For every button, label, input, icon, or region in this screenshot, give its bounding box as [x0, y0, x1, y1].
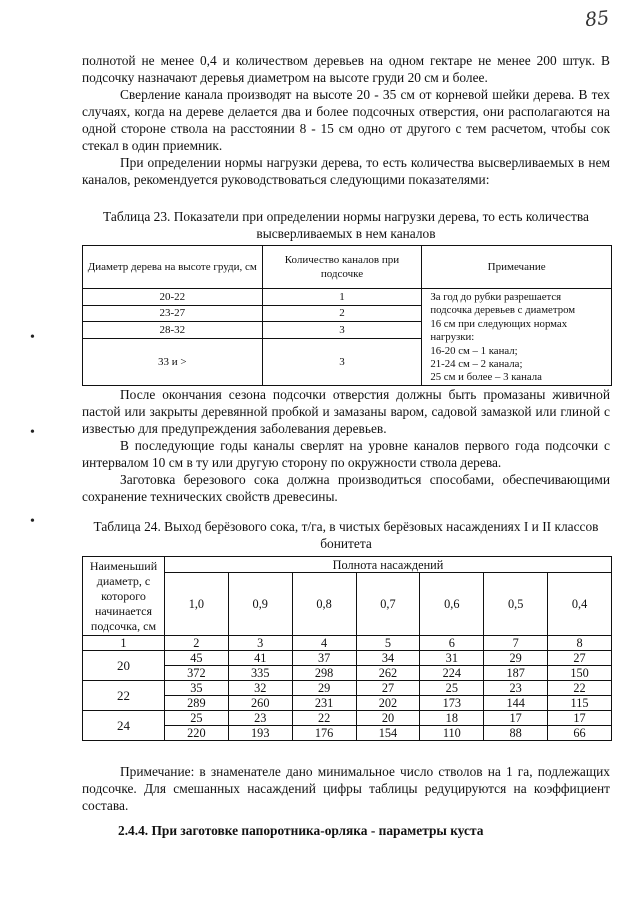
paragraph: При определении нормы нагрузки дерева, то есть количества высверливаемых в нем каналов, рекомендуется руководствоваться следующими показателями: — [82, 155, 610, 187]
table-cell: 29 — [292, 681, 356, 696]
table-cell: 23-27 — [83, 305, 263, 322]
table-header-row — [83, 246, 612, 289]
table23 — [82, 245, 612, 386]
table-cell: 260 — [228, 696, 292, 711]
table-header: Примечание — [422, 246, 612, 289]
density-header: 1,0 — [164, 573, 228, 636]
table-cell: 110 — [420, 726, 484, 741]
paragraph: Сверление канала производят на высоте 20 - 35 см от корневой шейки дерева. В тех случаях, когда на дереве делается два и более подсочных отверстия, они располагаются на одной стороне ствола на расстоянии 8 - 15 см одно от другого с тем расчетом, чтобы сок стекал в один приемник. — [82, 87, 610, 153]
table-cell: 20 — [356, 711, 420, 726]
column-number: 6 — [420, 636, 484, 651]
table-cell: 150 — [548, 666, 612, 681]
table-cell: 88 — [484, 726, 548, 741]
table-cell: 18 — [420, 711, 484, 726]
paragraph: полнотой не менее 0,4 и количеством деревьев на одном гектаре не менее 200 штук. В подсочку назначают деревья диаметром на высоте груди 20 см и более. — [82, 53, 610, 85]
section-heading: 2.4.4. При заготовке папоротника-орляка - параметры куста — [118, 823, 484, 838]
density-header: 0,8 — [292, 573, 356, 636]
column-number: 7 — [484, 636, 548, 651]
diameter-cell: 20 — [83, 651, 165, 681]
table24-note — [82, 763, 610, 814]
column-number: 1 — [83, 636, 165, 651]
note-line: За год до рубки разрешается — [430, 291, 562, 303]
table-cell: 3 — [262, 338, 422, 385]
table-cell: 27 — [548, 651, 612, 666]
table-cell: 187 — [484, 666, 548, 681]
table-cell: 34 — [356, 651, 420, 666]
column-number: 8 — [548, 636, 612, 651]
table-cell: 66 — [548, 726, 612, 741]
table-cell: 20-22 — [83, 289, 263, 306]
density-header: 0,6 — [420, 573, 484, 636]
table-cell: 193 — [228, 726, 292, 741]
table-row — [83, 711, 612, 726]
note-line: 16 см при следующих нормах — [430, 317, 568, 330]
table-cell: 35 — [164, 681, 228, 696]
table-cell: 220 — [164, 726, 228, 741]
column-number: 3 — [228, 636, 292, 651]
table-cell: 289 — [164, 696, 228, 711]
note-line: подсочка деревьев с диаметром — [430, 304, 576, 317]
table-cell: 154 — [356, 726, 420, 741]
density-header: 0,7 — [356, 573, 420, 636]
table-cell: 2 — [262, 305, 422, 322]
table-header-group: Полнота насаждений — [164, 557, 611, 573]
table-cell: 37 — [292, 651, 356, 666]
margin-mark: • — [30, 330, 35, 345]
diameter-cell: 22 — [83, 681, 165, 711]
table-cell: 33 и > — [83, 338, 263, 385]
note-line: 21-24 см – 2 канала; — [430, 358, 523, 371]
table-cell: 3 — [262, 322, 422, 339]
note-line: 16-20 см – 1 канал; — [430, 344, 518, 357]
table-cell: 23 — [228, 711, 292, 726]
table-cell: 29 — [484, 651, 548, 666]
table-header: Наименьший диаметр, с которого начинается подсочка, см — [83, 557, 165, 636]
table-cell: 224 — [420, 666, 484, 681]
table-cell: 25 — [164, 711, 228, 726]
table-cell: 31 — [420, 651, 484, 666]
middle-text — [82, 386, 610, 505]
table-header: Количество каналов при подсочке — [262, 246, 422, 289]
table-cell: 17 — [484, 711, 548, 726]
table-cell: 144 — [484, 696, 548, 711]
margin-mark: • — [30, 514, 35, 529]
column-number: 2 — [164, 636, 228, 651]
table-cell: 17 — [548, 711, 612, 726]
table-cell: 45 — [164, 651, 228, 666]
table-cell: 173 — [420, 696, 484, 711]
column-number-row — [83, 636, 612, 651]
density-header: 0,5 — [484, 573, 548, 636]
table-cell: 27 — [356, 681, 420, 696]
table-cell: 176 — [292, 726, 356, 741]
page-number: 85 — [583, 6, 611, 32]
note-line: 25 см и более – 3 канала — [430, 371, 542, 384]
table-cell: 32 — [228, 681, 292, 696]
table-cell: 1 — [262, 289, 422, 306]
paragraph: После окончания сезона подсочки отверстия должны быть промазаны живичной пастой или закрыты деревянной пробкой и замазаны варом, садовой замазкой или глиной с известью для предупреждения заболевания деревьев. — [82, 387, 610, 436]
intro-text — [82, 52, 610, 188]
table24 — [82, 556, 612, 741]
table-cell: 372 — [164, 666, 228, 681]
table-header: Диаметр дерева на высоте груди, см — [83, 246, 263, 289]
table-cell: 25 — [420, 681, 484, 696]
paragraph: В последующие годы каналы сверлят на уровне каналов первого года подсочки с интервалом 10 см в ту или другую сторону по окружности ствола дерева. — [82, 438, 610, 470]
table-row — [83, 289, 612, 306]
column-number: 5 — [356, 636, 420, 651]
table24-caption: Таблица 24. Выход берёзового сока, т/га, в чистых берёзовых насаждениях I и II классов бонитета — [93, 519, 599, 551]
table23-caption: Таблица 23. Показатели при определении нормы нагрузки дерева, то есть количества высверливаемых в нем каналов — [103, 209, 589, 241]
table-cell: 22 — [292, 711, 356, 726]
density-header: 0,9 — [228, 573, 292, 636]
density-header: 0,4 — [548, 573, 612, 636]
note-line: нагрузки: — [430, 331, 475, 344]
table-cell: 115 — [548, 696, 612, 711]
table-cell: 231 — [292, 696, 356, 711]
paragraph: Примечание: в знаменателе дано минимальное число стволов на 1 га, подлежащих подсочке. Для смешанных насаждений цифры таблицы редуцируются на коэффициент состава. — [82, 764, 610, 813]
table-cell: 262 — [356, 666, 420, 681]
table-cell: 298 — [292, 666, 356, 681]
diameter-cell: 24 — [83, 711, 165, 741]
column-number: 4 — [292, 636, 356, 651]
margin-mark: • — [30, 425, 35, 440]
table-header-row — [83, 557, 612, 573]
table-cell: 41 — [228, 651, 292, 666]
paragraph: Заготовка березового сока должна производиться способами, обеспечивающими сохранение технических свойств древесины. — [82, 472, 610, 504]
table-note-cell — [422, 289, 612, 386]
table-cell: 23 — [484, 681, 548, 696]
table-cell: 22 — [548, 681, 612, 696]
table-row — [83, 651, 612, 666]
table-row — [83, 681, 612, 696]
table-cell: 335 — [228, 666, 292, 681]
table-cell: 28-32 — [83, 322, 263, 339]
table-cell: 202 — [356, 696, 420, 711]
